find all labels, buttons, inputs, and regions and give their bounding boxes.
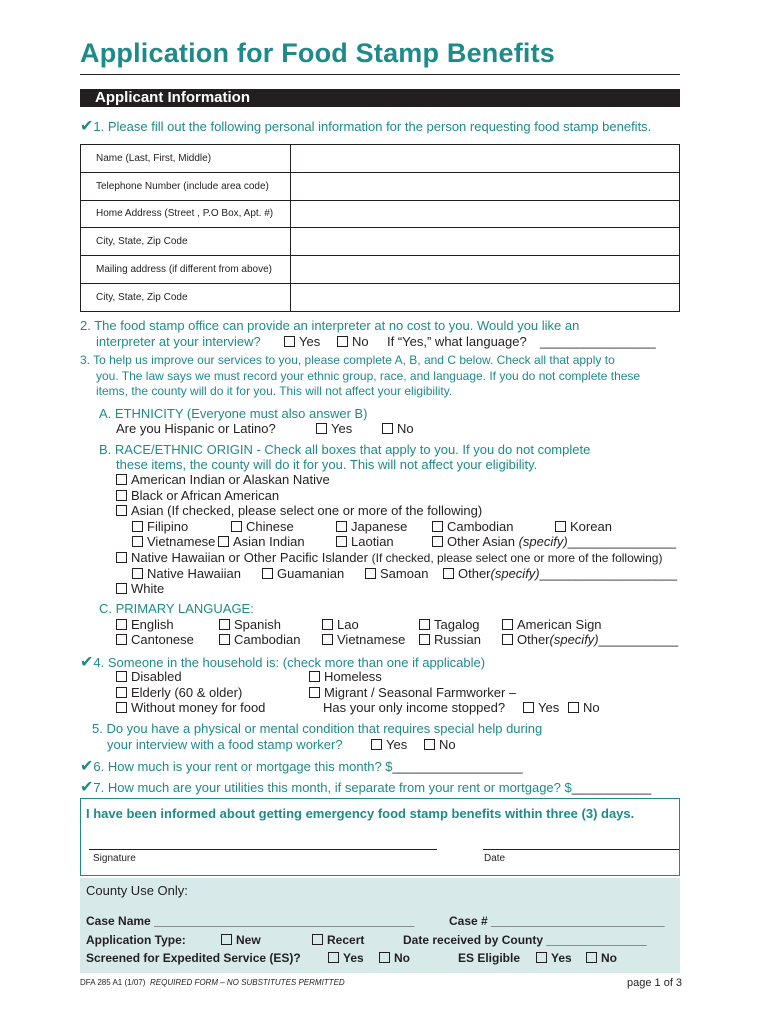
pacific-samoan[interactable]: [365, 566, 428, 581]
page-title: Application for Food Stamp Benefits: [80, 38, 556, 68]
checkbox[interactable]: [432, 536, 443, 547]
checkbox[interactable]: [132, 521, 143, 532]
asian-korean-label: Korean: [570, 519, 612, 534]
pacific-samoan-label: Samoan: [380, 566, 429, 581]
telephone-field[interactable]: [291, 172, 680, 200]
question-5-line1: 5. Do you have a physical or mental condition that requires special help during: [92, 721, 543, 736]
date-line[interactable]: [483, 849, 679, 850]
asian-vietnamese-label: Vietnamese: [147, 534, 216, 549]
lang-lao[interactable]: [322, 617, 359, 632]
checkbox[interactable]: [116, 474, 127, 485]
signature-label: Signature: [93, 853, 136, 864]
checkbox[interactable]: [432, 521, 443, 532]
checkbox[interactable]: [328, 952, 339, 963]
home-address-field[interactable]: [291, 200, 680, 228]
interpreter-no-label: No: [352, 334, 369, 349]
city-state-zip-field[interactable]: [291, 228, 680, 256]
checkbox[interactable]: [309, 687, 320, 698]
pacific-other-label: Other: [458, 566, 491, 581]
county-use-box: [80, 878, 680, 973]
race-asian-label: Asian (If checked, please select one or more of the following): [131, 503, 483, 518]
table-row: [81, 200, 680, 228]
hispanic-yes-label: Yes: [331, 421, 353, 436]
other-asian-blank[interactable]: _______________: [567, 534, 677, 549]
lang-cambodian-label: Cambodian: [234, 632, 301, 647]
table-row: [81, 228, 680, 256]
asian-laotian[interactable]: [336, 534, 394, 549]
lang-cantonese-label: Cantonese: [131, 632, 194, 647]
lang-cambodian[interactable]: [219, 632, 301, 647]
checkmark-icon: ✔: [80, 654, 94, 671]
signature-line[interactable]: [89, 849, 437, 850]
checkbox[interactable]: [116, 490, 127, 501]
asian-filipino-label: Filipino: [147, 519, 189, 534]
condition-no-label: No: [439, 737, 456, 752]
asian-chinese[interactable]: [231, 519, 294, 534]
asian-vietnamese[interactable]: [132, 534, 215, 549]
es-eligible-no[interactable]: [586, 951, 617, 965]
question-2-line2: interpreter at your interview?: [96, 334, 261, 349]
checkbox[interactable]: [419, 634, 430, 645]
pacific-other[interactable]: [443, 566, 677, 581]
date-received-blank[interactable]: _______________: [546, 933, 647, 947]
question-1: [80, 116, 651, 136]
race-pacific-label: Native Hawaiian or Other Pacific Islander: [131, 550, 368, 565]
checkbox[interactable]: [555, 521, 566, 532]
income-yes[interactable]: [523, 700, 559, 715]
hispanic-no-label: No: [397, 421, 414, 436]
expedited-no[interactable]: [379, 951, 410, 965]
asian-japanese-label: Japanese: [351, 519, 408, 534]
hispanic-yes[interactable]: [316, 421, 352, 436]
checkbox[interactable]: [116, 687, 127, 698]
asian-filipino[interactable]: [132, 519, 188, 534]
lang-lao-label: Lao: [337, 617, 359, 632]
lang-asl[interactable]: [502, 617, 602, 632]
checkmark-icon: ✔: [80, 118, 94, 135]
case-name-blank[interactable]: _______________________________________: [154, 914, 415, 928]
asian-cambodian-label: Cambodian: [447, 519, 514, 534]
race-white-label: White: [131, 581, 165, 596]
lang-russian[interactable]: [419, 632, 481, 647]
race-black-label: Black or African American: [131, 488, 280, 503]
race-asian[interactable]: [116, 503, 482, 518]
rent-blank[interactable]: __________________: [392, 759, 523, 774]
mailing-city-state-zip-field[interactable]: [291, 283, 680, 311]
asian-indian-label: Asian Indian: [233, 534, 305, 549]
race-white[interactable]: [116, 581, 164, 596]
question-6-text: 6. How much is your rent or mortgage this month? $: [93, 759, 393, 774]
checkbox[interactable]: [231, 521, 242, 532]
lang-other-blank[interactable]: ___________: [598, 632, 679, 647]
pacific-native-hawaiian-label: Native Hawaiian: [147, 566, 241, 581]
pacific-other-blank[interactable]: ___________________: [539, 566, 678, 581]
lang-cantonese[interactable]: [116, 632, 194, 647]
checkbox[interactable]: [424, 739, 435, 750]
checkbox[interactable]: [219, 634, 230, 645]
checkbox[interactable]: [116, 702, 127, 713]
case-number: [449, 914, 665, 928]
checkbox[interactable]: [443, 568, 454, 579]
section-header: [80, 89, 680, 107]
case-name: [86, 914, 414, 928]
asian-japanese[interactable]: [336, 519, 407, 534]
race-heading-2: these items, the county will do it for you. This will not affect your eligibility.: [116, 457, 538, 472]
household-homeless-label: Homeless: [324, 669, 382, 684]
language-heading: C. PRIMARY LANGUAGE:: [99, 601, 254, 616]
specify-label: (specify): [518, 534, 568, 549]
household-disabled-label: Disabled: [131, 669, 182, 684]
app-type-new[interactable]: [221, 933, 261, 947]
required-form-note: REQUIRED FORM – NO SUBSTITUTES PERMITTED: [150, 978, 345, 987]
field-label: Telephone Number (include area code): [81, 172, 291, 200]
question-1-text: 1. Please fill out the following personal information for the person requesting food stamp benefits.: [93, 119, 652, 134]
case-number-blank[interactable]: __________________________: [491, 914, 665, 928]
checkmark-icon: ✔: [80, 779, 94, 796]
race-heading: B. RACE/ETHNIC ORIGIN - Check all boxes that apply to you. If you do not complete: [99, 442, 591, 457]
checkbox[interactable]: [116, 552, 127, 563]
checkbox[interactable]: [116, 583, 127, 594]
field-label: Mailing address (if different from above): [81, 256, 291, 284]
household-without-money[interactable]: [116, 700, 265, 715]
checkbox[interactable]: [116, 671, 127, 682]
lang-spanish[interactable]: [219, 617, 281, 632]
lang-vietnamese[interactable]: [322, 632, 405, 647]
expedited-label: Screened for Expedited Service (ES)?: [86, 951, 301, 965]
race-american-indian-label: American Indian or Alaskan Native: [131, 472, 330, 487]
date-received: [403, 933, 647, 947]
checkbox[interactable]: [312, 934, 323, 945]
section-title: Applicant Information: [95, 89, 250, 106]
table-row: [81, 172, 680, 200]
date-label: Date: [484, 853, 506, 864]
checkbox[interactable]: [337, 336, 348, 347]
language-question: If “Yes,” what language?: [387, 334, 527, 349]
checkbox[interactable]: [419, 619, 430, 630]
checkbox[interactable]: [536, 952, 547, 963]
case-name-label: Case Name: [86, 914, 151, 928]
page-number: page 1 of 3: [627, 977, 683, 989]
checkbox[interactable]: [132, 536, 143, 547]
expedited-no-label: No: [394, 951, 410, 965]
checkbox[interactable]: [336, 536, 347, 547]
asian-other[interactable]: [432, 534, 676, 549]
pacific-guamanian-label: Guamanian: [277, 566, 345, 581]
lang-asl-label: American Sign: [517, 617, 602, 632]
emergency-notice-box: [80, 798, 680, 876]
checkbox[interactable]: [116, 619, 127, 630]
checkbox[interactable]: [502, 619, 513, 630]
lang-other-label: Other: [517, 632, 550, 647]
pacific-native-hawaiian[interactable]: [132, 566, 241, 581]
asian-indian[interactable]: [218, 534, 305, 549]
hispanic-no[interactable]: [382, 421, 414, 436]
specify-label: (specify): [549, 632, 599, 647]
checkbox[interactable]: [379, 952, 390, 963]
condition-no[interactable]: [424, 737, 456, 752]
lang-vietnamese-label: Vietnamese: [337, 632, 406, 647]
pacific-guamanian[interactable]: [262, 566, 344, 581]
case-number-label: Case #: [449, 914, 488, 928]
lang-english[interactable]: [116, 617, 174, 632]
condition-yes-label: Yes: [386, 737, 408, 752]
lang-russian-label: Russian: [434, 632, 481, 647]
asian-other-label: Other Asian: [447, 534, 515, 549]
question-3-line1: 3. To help us improve our services to you, please complete A, B, and C below. Check all that apply to: [80, 353, 615, 367]
field-label: City, State, Zip Code: [81, 228, 291, 256]
field-label: Home Address (Street , P.O Box, Apt. #): [81, 200, 291, 228]
lang-english-label: English: [131, 617, 174, 632]
checkbox[interactable]: [262, 568, 273, 579]
household-migrant-label: Migrant / Seasonal Farmworker –: [324, 685, 517, 700]
field-label: Name (Last, First, Middle): [81, 145, 291, 173]
checkbox[interactable]: [132, 568, 143, 579]
question-5-line2: your interview with a food stamp worker?: [107, 737, 343, 752]
asian-korean[interactable]: [555, 519, 612, 534]
checkbox[interactable]: [322, 619, 333, 630]
interpreter-yes[interactable]: [284, 334, 320, 349]
question-3-line3: items, the county will do it for you. This will not affect your eligibility.: [96, 384, 453, 398]
lang-spanish-label: Spanish: [234, 617, 281, 632]
hispanic-question: Are you Hispanic or Latino?: [116, 421, 276, 436]
es-eligible-yes[interactable]: [536, 951, 572, 965]
question-2-line1: 2. The food stamp office can provide an interpreter at no cost to you. Would you like an: [80, 318, 580, 333]
question-3-line2: you. The law says we must record your ethnic group, race, and language. If you do not complete these: [96, 369, 641, 383]
question-7-text: 7. How much are your utilities this month, if separate from your rent or mortgage? $: [93, 780, 572, 795]
es-eligible-label: ES Eligible: [458, 951, 521, 965]
app-type-new-label: New: [236, 933, 261, 947]
income-no[interactable]: [568, 700, 600, 715]
race-pacific-note: (If checked, please select one or more of the following): [371, 551, 663, 565]
checkbox[interactable]: [371, 739, 382, 750]
date-received-label: Date received by County: [403, 933, 544, 947]
app-type-recert[interactable]: [312, 933, 364, 947]
checkbox[interactable]: [568, 702, 579, 713]
household-elderly-label: Elderly (60 & older): [131, 685, 243, 700]
checkbox[interactable]: [309, 671, 320, 682]
interpreter-no[interactable]: [337, 334, 369, 349]
checkbox[interactable]: [116, 634, 127, 645]
asian-laotian-label: Laotian: [351, 534, 394, 549]
name-field[interactable]: [291, 145, 680, 173]
expedited-yes[interactable]: [328, 951, 364, 965]
asian-cambodian[interactable]: [432, 519, 514, 534]
ethnicity-heading: A. ETHNICITY (Everyone must also answer B): [99, 406, 368, 421]
household-without-money-label: Without money for food: [131, 700, 266, 715]
checkbox[interactable]: [218, 536, 229, 547]
field-label: City, State, Zip Code: [81, 283, 291, 311]
household-homeless[interactable]: [309, 669, 382, 684]
lang-other[interactable]: [502, 632, 678, 647]
table-row: [81, 256, 680, 284]
county-heading: County Use Only:: [86, 883, 188, 898]
race-pacific[interactable]: [116, 550, 662, 565]
language-blank[interactable]: ________________: [540, 334, 656, 349]
checkbox[interactable]: [336, 521, 347, 532]
mailing-address-field[interactable]: [291, 256, 680, 284]
lang-tagalog[interactable]: [419, 617, 480, 632]
checkbox[interactable]: [502, 634, 513, 645]
question-6: [80, 756, 523, 776]
household-disabled[interactable]: [116, 669, 182, 684]
app-type-recert-label: Recert: [327, 933, 365, 947]
income-no-label: No: [583, 700, 600, 715]
checkbox[interactable]: [221, 934, 232, 945]
table-row: [81, 283, 680, 311]
lang-tagalog-label: Tagalog: [434, 617, 480, 632]
checkbox[interactable]: [116, 505, 127, 516]
checkbox[interactable]: [523, 702, 534, 713]
checkbox[interactable]: [316, 423, 327, 434]
income-yes-label: Yes: [538, 700, 560, 715]
question-7: [80, 777, 651, 797]
application-type-label: Application Type:: [86, 933, 186, 947]
race-black[interactable]: [116, 488, 279, 503]
household-migrant[interactable]: [309, 685, 516, 700]
form-number: DFA 285 A1 (1/07): [80, 978, 146, 987]
checkbox[interactable]: [365, 568, 376, 579]
utilities-blank[interactable]: ___________: [571, 780, 652, 795]
checkbox[interactable]: [322, 634, 333, 645]
asian-chinese-label: Chinese: [246, 519, 294, 534]
condition-yes[interactable]: [371, 737, 407, 752]
household-elderly[interactable]: [116, 685, 242, 700]
title-divider: [80, 74, 680, 75]
checkmark-icon: ✔: [80, 758, 94, 775]
checkbox[interactable]: [586, 952, 597, 963]
checkbox[interactable]: [284, 336, 295, 347]
emergency-notice-heading: I have been informed about getting emergency food stamp benefits within three (3) days.: [86, 806, 635, 821]
personal-info-table: [80, 144, 680, 312]
specify-label: (specify): [490, 566, 540, 581]
es-eligible-no-label: No: [601, 951, 617, 965]
es-eligible-yes-label: Yes: [551, 951, 572, 965]
table-row: [81, 145, 680, 173]
question-4-text: 4. Someone in the household is: (check more than one if applicable): [93, 655, 486, 670]
expedited-yes-label: Yes: [343, 951, 364, 965]
checkbox[interactable]: [382, 423, 393, 434]
interpreter-yes-label: Yes: [299, 334, 321, 349]
checkbox[interactable]: [219, 619, 230, 630]
income-stopped-question: Has your only income stopped?: [323, 700, 506, 715]
race-american-indian[interactable]: [116, 472, 330, 487]
